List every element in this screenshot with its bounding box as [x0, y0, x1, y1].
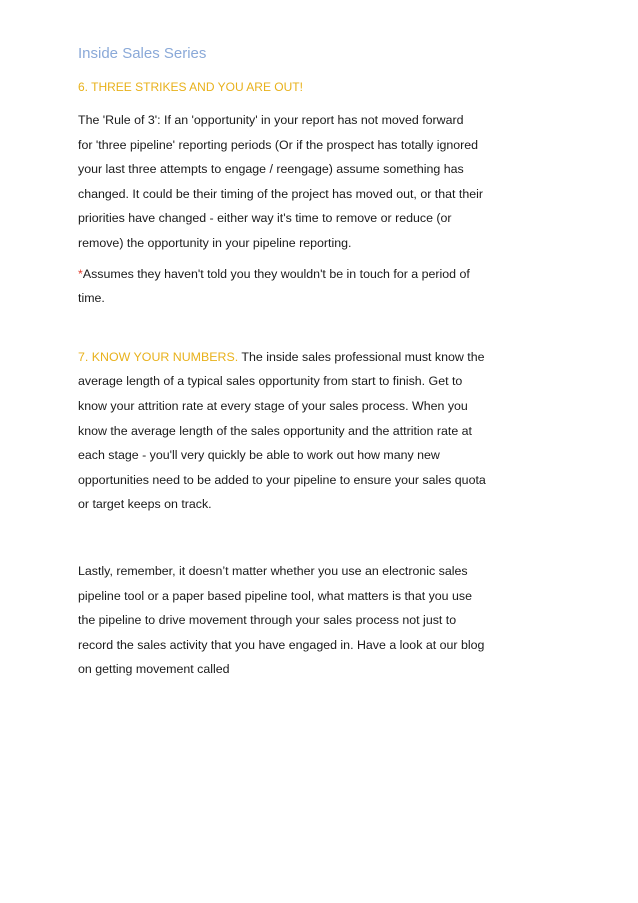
- section-6-paragraph: [78, 108, 558, 256]
- paragraph-line: Lastly, remember, it doesn’t matter whether you use an electronic sales: [78, 563, 468, 578]
- section-7-paragraph: [78, 345, 558, 517]
- paragraph-line: [78, 345, 558, 370]
- paragraph-line: average length of a typical sales opportunity from start to finish. Get to: [78, 374, 463, 389]
- section-7-heading: 7. KNOW YOUR NUMBERS.: [78, 349, 239, 364]
- paragraph-line: record the sales activity that you have engaged in. Have a look at our blog: [78, 637, 485, 652]
- paragraph-line: opportunities need to be added to your pipeline to ensure your sales quota: [78, 472, 486, 487]
- paragraph-line: remove) the opportunity in your pipeline reporting.: [78, 235, 352, 250]
- footnote-text: Assumes they haven't told you they wouldn't be in touch for a period of: [82, 266, 470, 281]
- paragraph-line: for 'three pipeline' reporting periods (Or if the prospect has totally ignored: [78, 137, 479, 152]
- footnote-paragraph: [78, 262, 558, 311]
- paragraph-line: know your attrition rate at every stage of your sales process. When you: [78, 398, 468, 413]
- paragraph-line: your last three attempts to engage / reengage) assume something has: [78, 162, 464, 177]
- paragraph-line: changed. It could be their timing of the project has moved out, or that their: [78, 186, 483, 201]
- paragraph-line: or target keeps on track.: [78, 497, 212, 512]
- paragraph-line: know the average length of the sales opportunity and the attrition rate at: [78, 423, 473, 438]
- footnote-line: [78, 262, 558, 287]
- footnote-line: time.: [78, 291, 105, 306]
- series-title: Inside Sales Series: [78, 45, 207, 62]
- section-7-lead: The inside sales professional must know the: [238, 349, 485, 364]
- paragraph-line: on getting movement called: [78, 662, 230, 677]
- paragraph-line: the pipeline to drive movement through your sales process not just to: [78, 613, 457, 628]
- paragraph-line: The 'Rule of 3': If an 'opportunity' in your report has not moved forward: [78, 113, 464, 127]
- closing-paragraph: [78, 559, 558, 682]
- paragraph-line: pipeline tool or a paper based pipeline tool, what matters is that you use: [78, 588, 472, 603]
- paragraph-line: each stage - you'll very quickly be able to work out how many new: [78, 448, 440, 463]
- section-6-heading: 6. THREE STRIKES AND YOU ARE OUT!: [78, 80, 303, 94]
- paragraph-line: priorities have changed - either way it's time to remove or reduce (or: [78, 211, 452, 226]
- footnote-asterisk: *: [78, 266, 83, 281]
- document-content: [78, 44, 558, 682]
